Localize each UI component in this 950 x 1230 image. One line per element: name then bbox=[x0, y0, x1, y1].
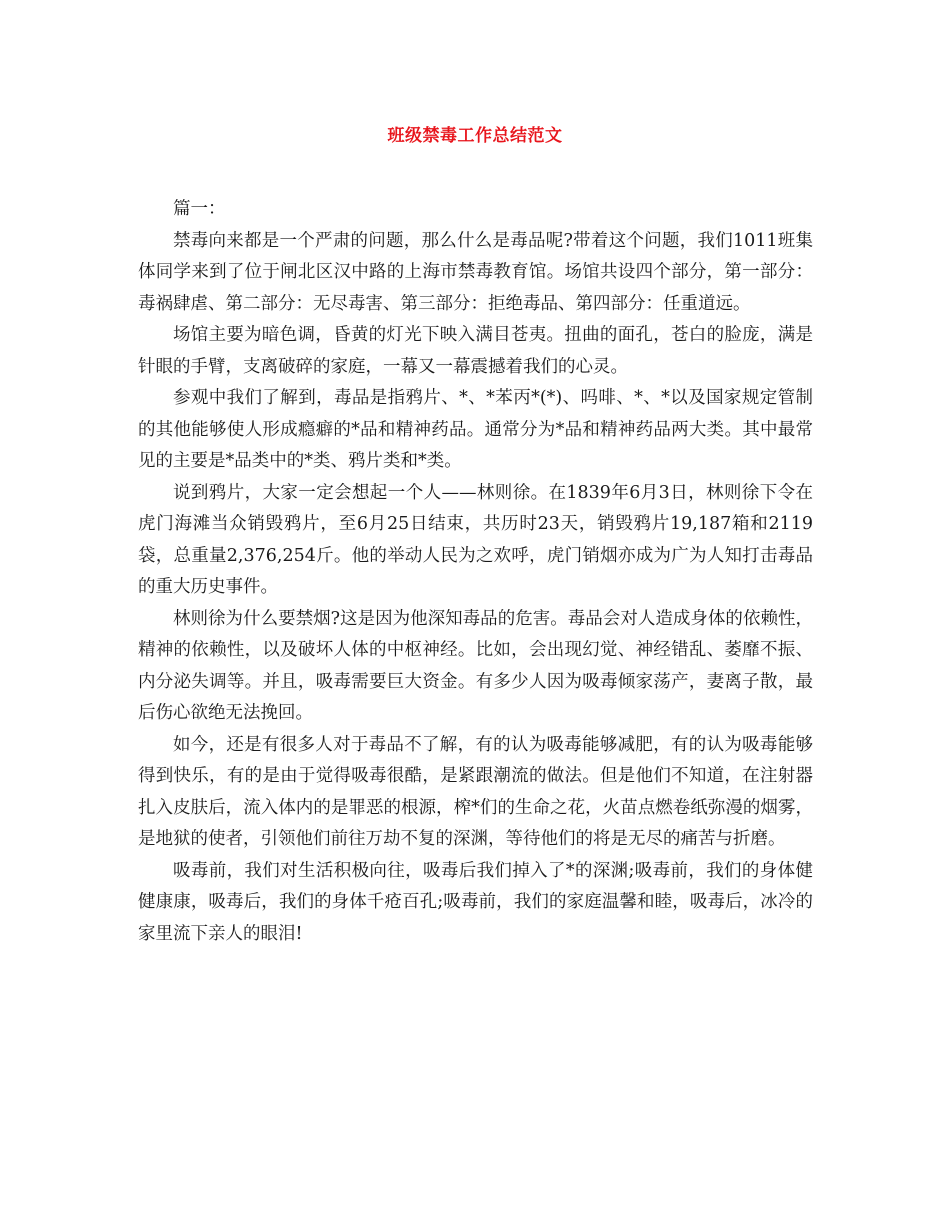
paragraph: 吸毒前，我们对生活积极向往，吸毒后我们掉入了*的深渊;吸毒前，我们的身体健健康康，吸毒后，我们的身体千疮百孔;吸毒前，我们的家庭温馨和睦，吸毒后，冰冷的家里流下亲人的眼泪! bbox=[138, 860, 813, 944]
paragraph: 林则徐为什么要禁烟?这是因为他深知毒品的危害。毒品会对人造成身体的依赖性，精神的依赖性，以及破坏人体的中枢神经。比如，会出现幻觉、神经错乱、萎靡不振、内分泌失调等。并且，吸毒需要巨大资金。有多少人因为吸毒倾家荡产，妻离子散，最后伤心欲绝无法挽回。 bbox=[138, 608, 813, 723]
paragraph: 参观中我们了解到，毒品是指鸦片、*、*苯丙*(*)、吗啡、*、*以及国家规定管制的其他能够使人形成瘾癖的*品和精神药品。通常分为*品和精神药品两大类。其中最常见的主要是*品类中的*类、鸦片类和*类。 bbox=[138, 388, 813, 471]
section-heading: 篇一： bbox=[173, 199, 226, 219]
document-body bbox=[138, 194, 813, 950]
paragraph: 禁毒向来都是一个严肃的问题，那么什么是毒品呢?带着这个问题，我们1011班集体同学来到了位于闸北区汉中路的上海市禁毒教育馆。场馆共设四个部分，第一部分：毒祸肆虐、第二部分：无尽毒害、第三部分：拒绝毒品、第四部分：任重道远。 bbox=[138, 230, 813, 314]
paragraph: 场馆主要为暗色调，昏黄的灯光下映入满目苍夷。扭曲的面孔，苍白的脸庞，满是针眼的手臂，支离破碎的家庭，一幕又一幕震撼着我们的心灵。 bbox=[138, 325, 813, 377]
paragraph: 说到鸦片，大家一定会想起一个人——林则徐。在1839年6月3日，林则徐下令在虎门海滩当众销毁鸦片，至6月25日结束，共历时23天，销毁鸦片19,187箱和2119袋，总重量2,376,254斤。他的举动人民为之欢呼，虎门销烟亦成为广为人知打击毒品的重大历史事件。 bbox=[138, 482, 813, 597]
paragraph: 如今，还是有很多人对于毒品不了解，有的认为吸毒能够减肥，有的认为吸毒能够得到快乐，有的是由于觉得吸毒很酷，是紧跟潮流的做法。但是他们不知道，在注射器扎入皮肤后，流入体内的是罪恶的根源，榨*们的生命之花，火苗点燃卷纸弥漫的烟雾，是地狱的使者，引领他们前往万劫不复的深渊，等待他们的将是无尽的痛苦与折磨。 bbox=[138, 734, 813, 849]
document-title: 班级禁毒工作总结范文 bbox=[387, 126, 563, 146]
